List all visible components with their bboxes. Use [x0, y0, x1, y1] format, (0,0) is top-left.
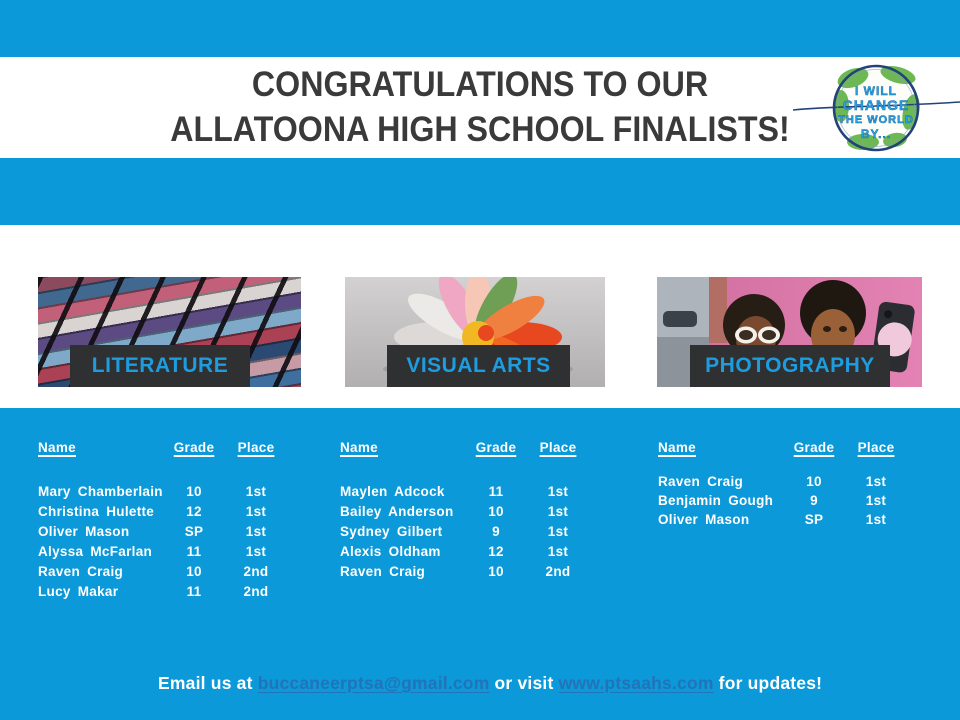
visual-arts-winners-table: [340, 440, 590, 582]
svg-text:THE WORLD: THE WORLD: [838, 114, 914, 126]
table-row: Mary Chamberlain 10 1st: [38, 484, 267, 499]
change-the-world-logo: [793, 60, 960, 156]
table-row: Bailey Anderson 10 1st: [340, 504, 569, 519]
website-link[interactable]: www.ptsaahs.com: [558, 673, 714, 693]
contact-middle: or visit: [489, 673, 559, 693]
photography-winners-table: [658, 440, 908, 529]
table-row: Maylen Adcock 11 1st: [340, 484, 569, 499]
table-row: Christina Hulette 12 1st: [38, 504, 267, 519]
photography-label: PHOTOGRAPHY: [690, 345, 890, 387]
table-row: Alyssa McFarlan 11 1st: [38, 544, 267, 559]
table-row: Raven Craig 10 2nd: [340, 564, 571, 579]
email-link[interactable]: buccaneerptsa@gmail.com: [257, 673, 490, 693]
table-row: Raven Craig 10 2nd: [38, 564, 269, 579]
table-row: Lucy Makar 11 2nd: [38, 584, 269, 599]
table-row: Oliver Mason SP 1st: [38, 524, 267, 539]
visual-arts-label: VISUAL ARTS: [387, 345, 570, 387]
contact-suffix: for updates!: [713, 673, 823, 693]
table-row: Benjamin Gough 9 1st: [658, 493, 887, 508]
table-header: Name Grade Place: [38, 440, 275, 455]
table-header: Name Grade Place: [658, 440, 895, 455]
literature-label: LITERATURE: [70, 345, 250, 387]
title-line-1: CONGRATULATIONS TO OUR: [251, 65, 709, 104]
table-header: Name Grade Place: [340, 440, 577, 455]
svg-text:BY...: BY...: [860, 127, 892, 141]
svg-text:CHANGE: CHANGE: [842, 97, 910, 113]
table-row: Alexis Oldham 12 1st: [340, 544, 569, 559]
title-line-2: ALLATOONA HIGH SCHOOL FINALISTS!: [170, 110, 790, 149]
table-row: Raven Craig 10 1st: [658, 474, 887, 489]
svg-text:I WILL: I WILL: [855, 84, 897, 98]
table-row: Oliver Mason SP 1st: [658, 512, 887, 527]
literature-winners-table: [38, 440, 288, 602]
table-row: Sydney Gilbert 9 1st: [340, 524, 569, 539]
contact-line: [0, 652, 960, 715]
contact-prefix: Email us at: [158, 673, 258, 693]
